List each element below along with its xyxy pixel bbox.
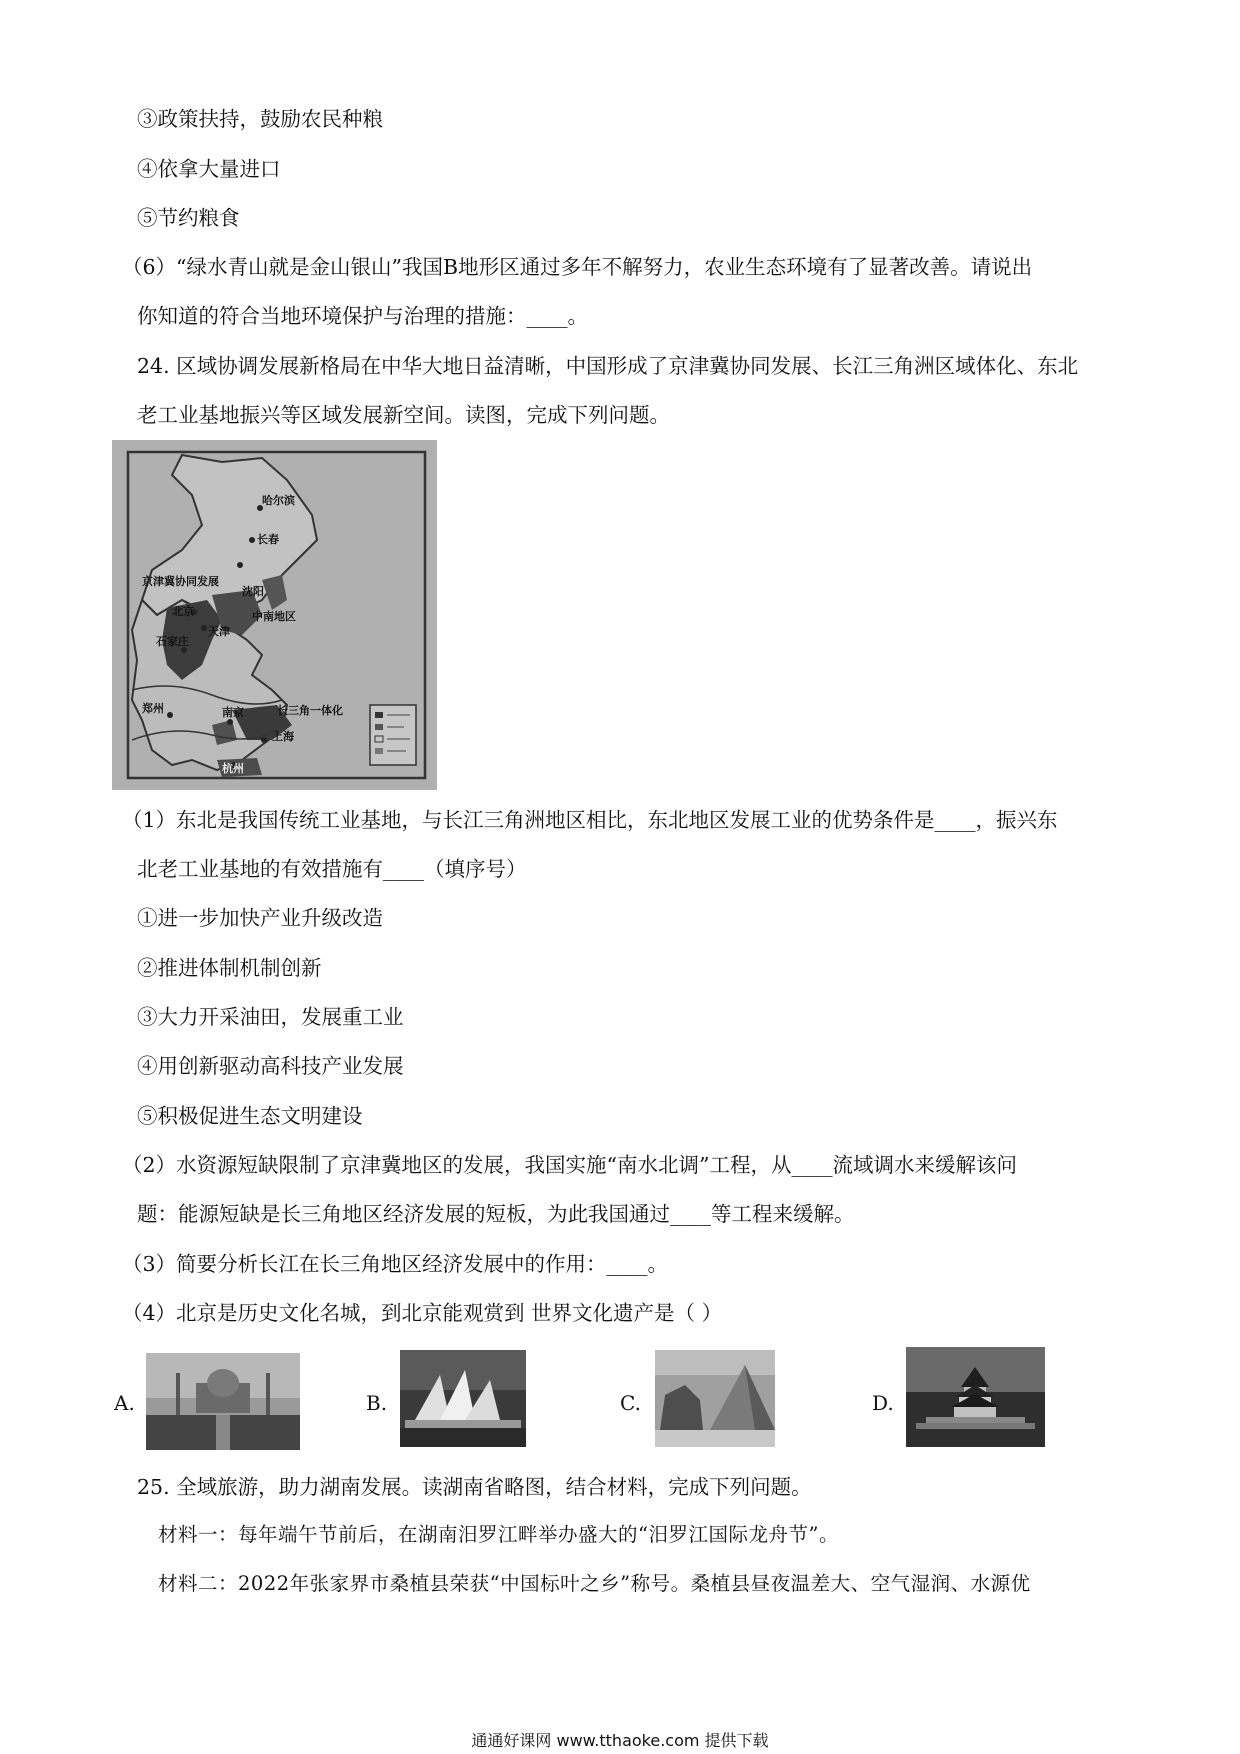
q24-part2-line1: （2）水资源短缺限制了京津冀地区的发展，我国实施“南水北调”工程，从____流域调水来缓解该问 <box>122 1153 1018 1177</box>
option-d-temple-of-heaven-photo <box>906 1347 1045 1447</box>
option-c-label: C. <box>620 1391 641 1415</box>
q23-part6-line2: 你知道的符合当地环境保护与治理的措施：____。 <box>137 304 588 328</box>
map-label-shenyang: 沈阳 <box>242 585 264 598</box>
map-label-nanjing: 南京 <box>222 706 244 719</box>
q24-part1-option-4: ④用创新驱动高科技产业发展 <box>137 1054 404 1078</box>
q25-material-2: 材料二：2022年张家界市桑植县荣获“中国标叶之乡”称号。桑植县昼夜温差大、空气湿润、水源优 <box>158 1572 1031 1595</box>
map-label-jjj: 京津冀协同发展 <box>142 575 219 588</box>
map-label-harbin: 哈尔滨 <box>262 494 295 507</box>
page-footer: 通通好课网 www.tthaoke.com 提供下载 <box>471 1731 769 1750</box>
map-label-changchun: 长春 <box>257 533 279 546</box>
option-b-opera-house-photo <box>400 1350 526 1447</box>
q24-stem-line1: 24. 区域协调发展新格局在中华大地日益清晰，中国形成了京津冀协同发展、长江三角洲区域体化、东北 <box>137 354 1079 378</box>
map-label-beijing: 北京 <box>172 605 194 618</box>
q24-stem-line2: 老工业基地振兴等区域发展新空间。读图，完成下列问题。 <box>137 403 670 427</box>
option-a-label: A. <box>114 1391 135 1415</box>
q25-material-1: 材料一：每年端午节前后，在湖南汨罗江畔举办盛大的“汨罗江国际龙舟节”。 <box>158 1523 839 1546</box>
map-label-zhengzhou: 郑州 <box>142 702 164 715</box>
map-label-shanghai: 上海 <box>272 730 294 743</box>
map-label-hangzhou: 杭州 <box>222 762 244 775</box>
map-label-shijiazhuang: 石家庄 <box>156 635 189 648</box>
q23-part6-line1: （6）“绿水青山就是金山银山”我国B地形区通过多年不解努力，农业生态环境有了显著改善。请说出 <box>122 255 1033 279</box>
q24-part1-option-1: ①进一步加快产业升级改造 <box>137 906 383 930</box>
q24-part4: （4）北京是历史文化名城，到北京能观赏到 世界文化遗产是（ ） <box>122 1301 723 1325</box>
q24-part1-option-5: ⑤积极促进生态文明建设 <box>137 1104 363 1128</box>
q24-part1-line1: （1）东北是我国传统工业基地，与长江三角洲地区相比，东北地区发展工业的优势条件是____，振兴东 <box>122 808 1058 832</box>
q24-part1-option-2: ②推进体制机制创新 <box>137 956 322 980</box>
q23-option-4: ④依拿大量进口 <box>137 157 281 181</box>
q24-part1-line2: 北老工业基地的有效措施有____（填序号） <box>137 857 527 881</box>
map-label-csj: 长三角一体化 <box>277 704 343 717</box>
q24-part2-line2: 题：能源短缺是长三角地区经济发展的短板，为此我国通过____等工程来缓解。 <box>137 1202 855 1226</box>
q25-stem: 25. 全域旅游，助力湖南发展。读湖南省略图，结合材料，完成下列问题。 <box>137 1475 812 1499</box>
regional-map <box>112 440 437 790</box>
q24-part3: （3）简要分析长江在长三角地区经济发展中的作用：____。 <box>122 1252 669 1276</box>
map-label-zhongnan: 中南地区 <box>252 610 296 623</box>
option-d-label: D. <box>872 1391 894 1415</box>
option-a-taj-mahal-photo <box>146 1353 300 1450</box>
q24-part1-option-3: ③大力开采油田，发展重工业 <box>137 1005 404 1029</box>
q23-option-5: ⑤节约粮食 <box>137 206 240 230</box>
map-label-tianjin: 天津 <box>208 625 230 638</box>
option-c-pyramids-photo <box>655 1350 775 1447</box>
option-b-label: B. <box>366 1391 388 1415</box>
q23-option-3: ③政策扶持，鼓励农民种粮 <box>137 107 383 131</box>
